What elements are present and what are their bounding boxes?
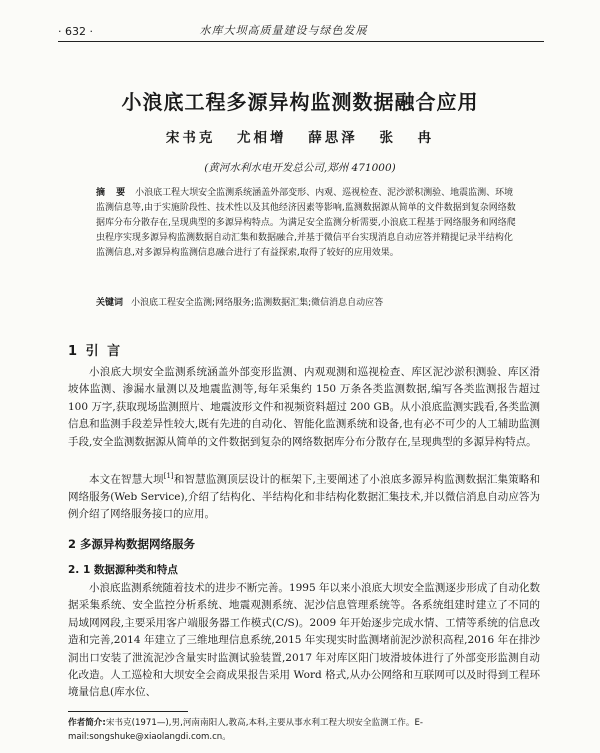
paper-title: 小浪底工程多源异构监测数据融合应用 bbox=[121, 90, 479, 114]
keywords bbox=[96, 296, 520, 310]
subsection-heading-2-1: 2. 1 数据源种类和特点 bbox=[68, 564, 178, 576]
abstract bbox=[96, 186, 520, 261]
journal-title: 水库大坝高质量建设与绿色发展 bbox=[199, 24, 368, 37]
author-footnote bbox=[68, 716, 540, 744]
footnote-text: 宋书克(1971—),男,河南南阳人,教高,本科,主要从事水利工程大坝安全监测工作。E-mail:songshuke@xiaolangdi.com.cn。 bbox=[68, 718, 423, 742]
affiliation: (黄河水利水电开发总公司,郑州 471000) bbox=[204, 162, 396, 174]
citation-ref: [1] bbox=[163, 472, 174, 480]
abstract-text: 小浪底工程大坝安全监测系统涵盖外部变形、内观、巡视检查、泥沙淤积测验、地震监测、环境监测信息等,由于实施阶段性、技术性以及其他经济因素等影响,监测数据源从简单的文件数据到复杂网络数据库分布分散存在,呈现典型的多源异构特点。为满足安全监测分析需要,小浪底工程基于网络服务和网络爬虫程序实现多源异构监测数据自动汇集和数据融合,并基于微信平台实现消息自动应答并精提记录半结构化监测信息,对多源异构监测信息融合进行了有益探索,取得了较好的应用效果。 bbox=[96, 188, 516, 258]
section-heading-2: 2 多源异构数据网络服务 bbox=[68, 537, 196, 551]
section-2-1-paragraph: 小浪底监测系统随着技术的进步不断完善。1995 年以来小浪底大坝安全监测逐步形成了自动化数据采集系统、安全监控分析系统、地震观测系统、泥沙信息管理系统等。各系统组建时建立了不同的局域网网段,主要采用客户端服务器工作模式(C/S)。2009 年开始逐步完成水情、工情等系统的信息改造和完善,2014 年建立了三维地理信息系统,2015 年实现实时监测堵前泥沙淤积高程,2016 年在排沙洞出口安装了泄流泥沙含量实时监测试验装置,2017 年对库区阳门坡滑坡体进行了外部变形监测自动化改造。人工巡检和大坝安全会商成果报告采用 Word 格式,从办公网络和互联网可以及时得到工程环境量信息(库水位、 bbox=[68, 582, 540, 699]
abstract-label: 摘 要 bbox=[96, 188, 130, 198]
authors: 宋书克 尤相增 薛思泽 张 冉 bbox=[165, 130, 435, 146]
keywords-text: 小浪底工程安全监测;网络服务;监测数据汇集;微信消息自动应答 bbox=[131, 298, 384, 308]
running-header bbox=[58, 22, 544, 42]
footnote-rule bbox=[68, 711, 188, 712]
page-number: · 632 · bbox=[58, 25, 93, 38]
intro-paragraph-2 bbox=[68, 468, 540, 524]
keywords-label: 关键词 bbox=[96, 298, 124, 308]
section-heading-intro: 1 引 言 bbox=[68, 344, 123, 359]
intro-p2-text-a: 本文在智慧大坝 bbox=[89, 473, 164, 486]
intro-p2-text-b: 和智慧监测顶层设计的框架下,主要阐述了小浪底多源异构监测数据汇集策略和网络服务(Web Service),介绍了结构化、半结构化和非结构化数据汇集技术,并以微信消息自动应答为例介绍了网络服务接口的应用。 bbox=[68, 473, 541, 521]
footnote-label: 作者简介: bbox=[68, 718, 106, 728]
intro-paragraph-1: 小浪底大坝安全监测系统涵盖外部变形监测、内观观测和巡视检查、库区泥沙淤积测验、库区滑坡体监测、渗漏水量测以及地震监测等,每年采集约 150 万条各类监测数据,编写各类监测报告超过 100 万字,获取现场监测照片、地震波形文件和视频资料超过 200 GB。从小浪底监测实践看,各类监测信息和监测手段差异性较大,既有先进的自动化、智能化监测系统和设备,也有必不可少的人工辅助监测手段,安全监测数据源从简单的文件数据到复杂的网络数据库分布分散存在,呈现典型的多源异构特点。 bbox=[68, 366, 540, 448]
